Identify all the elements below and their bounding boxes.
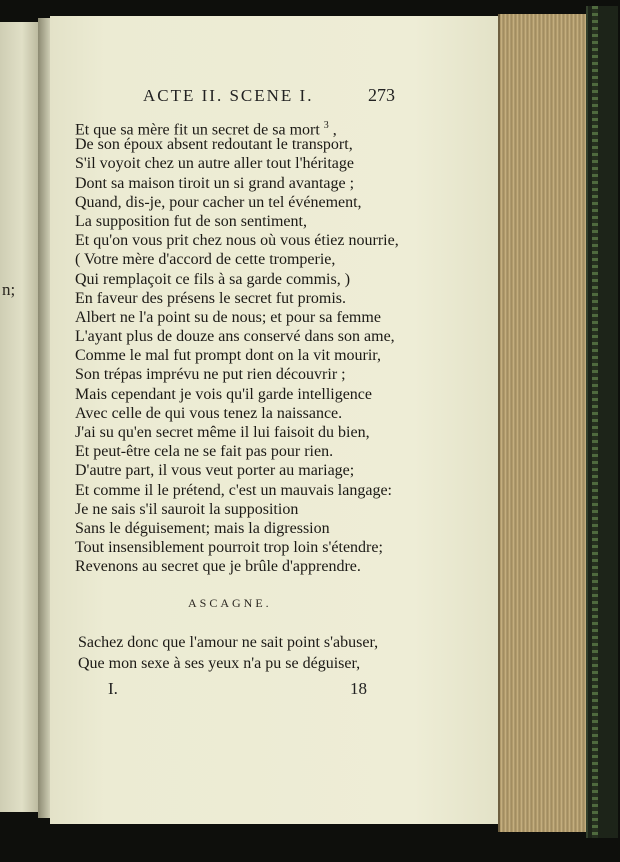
page-edges <box>498 14 594 832</box>
verse-line: Et peut-être cela ne se fait pas pour rien. <box>75 443 334 461</box>
verse-line: D'autre part, il vous veut porter au mariage; <box>75 462 355 480</box>
verse-line: Albert ne l'a point su de nous; et pour sa femme <box>75 308 381 326</box>
verse-line: Revenons au secret que je brûle d'apprendre. <box>75 558 361 576</box>
gathering-number: 18 <box>350 679 367 698</box>
verse-line: Quand, dis-je, pour cacher un tel événement, <box>75 193 362 211</box>
verse-line: Sachez donc que l'amour ne sait point s'abuser, <box>78 634 379 651</box>
verse-line: Qui remplaçoit ce fils à sa garde commis, ) <box>75 270 351 288</box>
verse-line: Et qu'on vous prit chez nous où vous étiez nourrie, <box>75 232 399 250</box>
verse-line: Sans le déguisement; mais la digression <box>75 519 330 537</box>
book-cover <box>586 6 618 838</box>
verse-line: Comme le mal fut prompt dont on la vit mourir, <box>75 347 381 365</box>
verse-line: Son trépas imprévu ne put rien découvrir ; <box>75 366 346 384</box>
verse-line: ( Votre mère d'accord de cette tromperie, <box>75 251 336 269</box>
facing-page-fragment: n; <box>2 280 16 299</box>
footnote-marker: 3 <box>323 120 329 131</box>
verse-line: S'il voyoit chez un autre aller tout l'héritage <box>75 155 355 173</box>
facing-page-edge <box>0 22 40 812</box>
signature-mark: I. <box>108 679 118 698</box>
verse-line: Avec celle de qui vous tenez la naissance. <box>75 404 343 422</box>
verse-line: Dont sa maison tiroit un si grand avantage ; <box>75 174 355 192</box>
verse-line: Et que sa mère fit un secret de sa mort $^3$ , <box>75 120 337 139</box>
page-number: 273 <box>368 85 395 105</box>
verse-line: La supposition fut de son sentiment, <box>75 212 307 230</box>
verse-block <box>75 116 495 577</box>
verse-line: En faveur des présens le secret fut promis. <box>75 289 347 307</box>
speaker-name: ASCAGNE. <box>188 596 272 610</box>
verse-block-2 <box>78 632 378 674</box>
verse-line: L'ayant plus de douze ans conservé dans son ame, <box>75 328 395 346</box>
running-title: ACTE II. SCENE I. <box>143 86 314 105</box>
verse-line: De son époux absent redoutant le transport, <box>75 136 353 154</box>
verse-line: J'ai su qu'en secret même il lui faisoit du bien, <box>75 424 370 441</box>
verse-line: Mais cependant je vois qu'il garde intelligence <box>75 385 373 403</box>
verse-line: Je ne sais s'il sauroit la supposition <box>75 500 299 518</box>
verse-line: Et comme il le prétend, c'est un mauvais langage: <box>75 481 392 499</box>
verse-line: Tout insensiblement pourroit trop loin s'étendre; <box>75 539 383 557</box>
verse-line: Que mon sexe à ses yeux n'a pu se déguiser, <box>78 655 361 672</box>
